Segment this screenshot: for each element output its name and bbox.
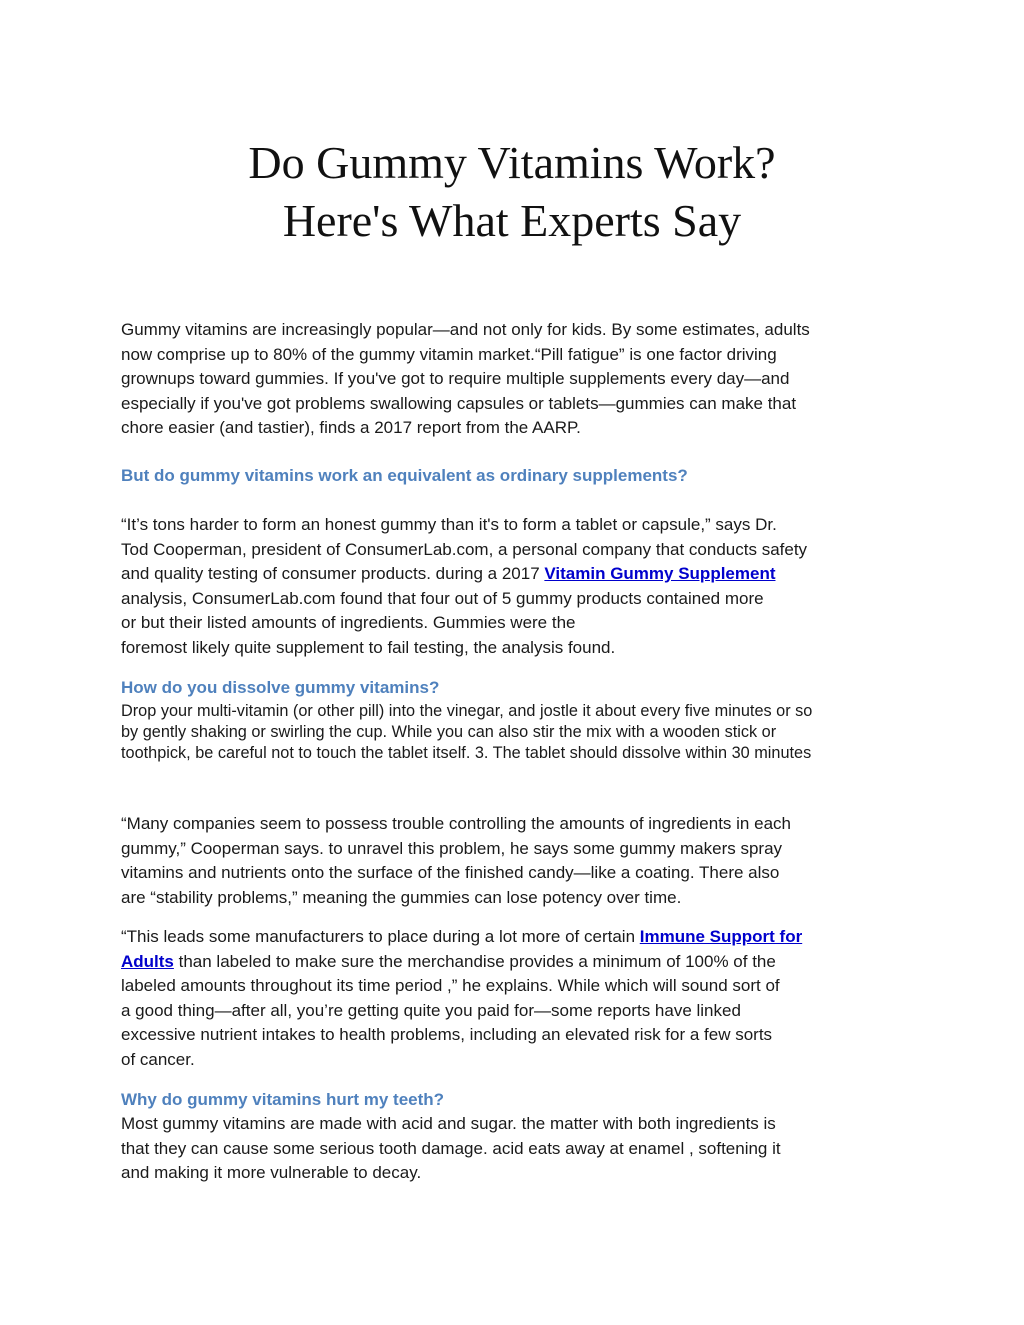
- paragraph-line: or but their listed amounts of ingredients. Gummies were the: [121, 613, 576, 632]
- page-title: [0, 134, 1024, 250]
- cooperman-paragraph: [121, 513, 921, 660]
- section-heading-dissolve: How do you dissolve gummy vitamins?: [121, 678, 440, 697]
- teeth-paragraph: [121, 1112, 921, 1186]
- paragraph-line: [121, 950, 921, 975]
- paragraph-line: excessive nutrient intakes to health problems, including an elevated risk for a few sorts: [121, 1025, 773, 1044]
- intro-line: Gummy vitamins are increasingly popular—and not only for kids. By some estimates, adults: [121, 320, 810, 339]
- paragraph-line: “It’s tons harder to form an honest gummy than it's to form a tablet or capsule,” says Dr.: [121, 515, 777, 534]
- companies-paragraph: [121, 812, 921, 910]
- paragraph-line: of cancer.: [121, 1049, 195, 1069]
- paragraph-line: analysis, ConsumerLab.com found that four out of 5 gummy products contained more: [121, 588, 764, 608]
- paragraph-line: are “stability problems,” meaning the gummies can lose potency over time.: [121, 887, 682, 907]
- paragraph-line: a good thing—after all, you’re getting quite you paid for—some reports have linked: [121, 1000, 741, 1020]
- paragraph-line: toothpick, be careful not to touch the tablet itself. 3. The tablet should dissolve within 30 minutes: [121, 744, 812, 762]
- paragraph-line: that they can cause some serious tooth damage. acid eats away at enamel , softening it: [121, 1138, 781, 1158]
- paragraph-text: “This leads some manufacturers to place during a lot more of certain: [121, 927, 640, 946]
- paragraph-text: and quality testing of consumer products. during a 2017: [121, 564, 545, 583]
- section-heading-teeth: Why do gummy vitamins hurt my teeth?: [121, 1090, 445, 1109]
- intro-paragraph: [121, 318, 921, 441]
- paragraph-text: than labeled to make sure the merchandise provides a minimum of 100% of the: [173, 951, 776, 971]
- manufacturers-paragraph: [121, 925, 921, 1072]
- intro-line: especially if you've got problems swallowing capsules or tablets—gummies can make that: [121, 393, 797, 413]
- paragraph-line: “Many companies seem to possess trouble controlling the amounts of ingredients in each: [121, 814, 791, 833]
- section-heading-equivalence: But do gummy vitamins work an equivalent as ordinary supplements?: [121, 466, 688, 485]
- intro-line: grownups toward gummies. If you've got to require multiple supplements every day—and: [121, 369, 790, 388]
- dissolve-paragraph: [121, 701, 921, 764]
- paragraph-line: gummy,” Cooperman says. to unravel this problem, he says some gummy makers spray: [121, 838, 783, 858]
- paragraph-line: vitamins and nutrients onto the surface of the finished candy—like a coating. There also: [121, 863, 780, 882]
- title-line-1: Do Gummy Vitamins Work?: [248, 137, 776, 188]
- paragraph-line: Drop your multi-vitamin (or other pill) into the vinegar, and jostle it about every five minutes or so: [121, 702, 813, 720]
- intro-line: chore easier (and tastier), finds a 2017 report from the AARP.: [121, 418, 581, 437]
- paragraph-line: labeled amounts throughout its time period ,” he explains. While which will sound sort of: [121, 976, 780, 995]
- paragraph-line: foremost likely quite supplement to fail testing, the analysis found.: [121, 637, 616, 657]
- paragraph-line: by gently shaking or swirling the cup. While you can also stir the mix with a wooden stick or: [121, 723, 777, 741]
- title-line-2: Here's What Experts Say: [282, 195, 742, 246]
- paragraph-line: Tod Cooperman, president of ConsumerLab.com, a personal company that conducts safety: [121, 539, 808, 559]
- intro-line: now comprise up to 80% of the gummy vitamin market.“Pill fatigue” is one factor driving: [121, 344, 777, 364]
- paragraph-line: [121, 925, 921, 950]
- paragraph-line: Most gummy vitamins are made with acid and sugar. the matter with both ingredients is: [121, 1114, 776, 1133]
- paragraph-line: [121, 562, 921, 587]
- immune-support-link[interactable]: Immune Support for: [639, 927, 803, 946]
- immune-support-link-continued[interactable]: Adults: [121, 951, 174, 971]
- paragraph-line: and making it more vulnerable to decay.: [121, 1163, 422, 1182]
- vitamin-gummy-supplement-link[interactable]: Vitamin Gummy Supplement: [544, 564, 776, 583]
